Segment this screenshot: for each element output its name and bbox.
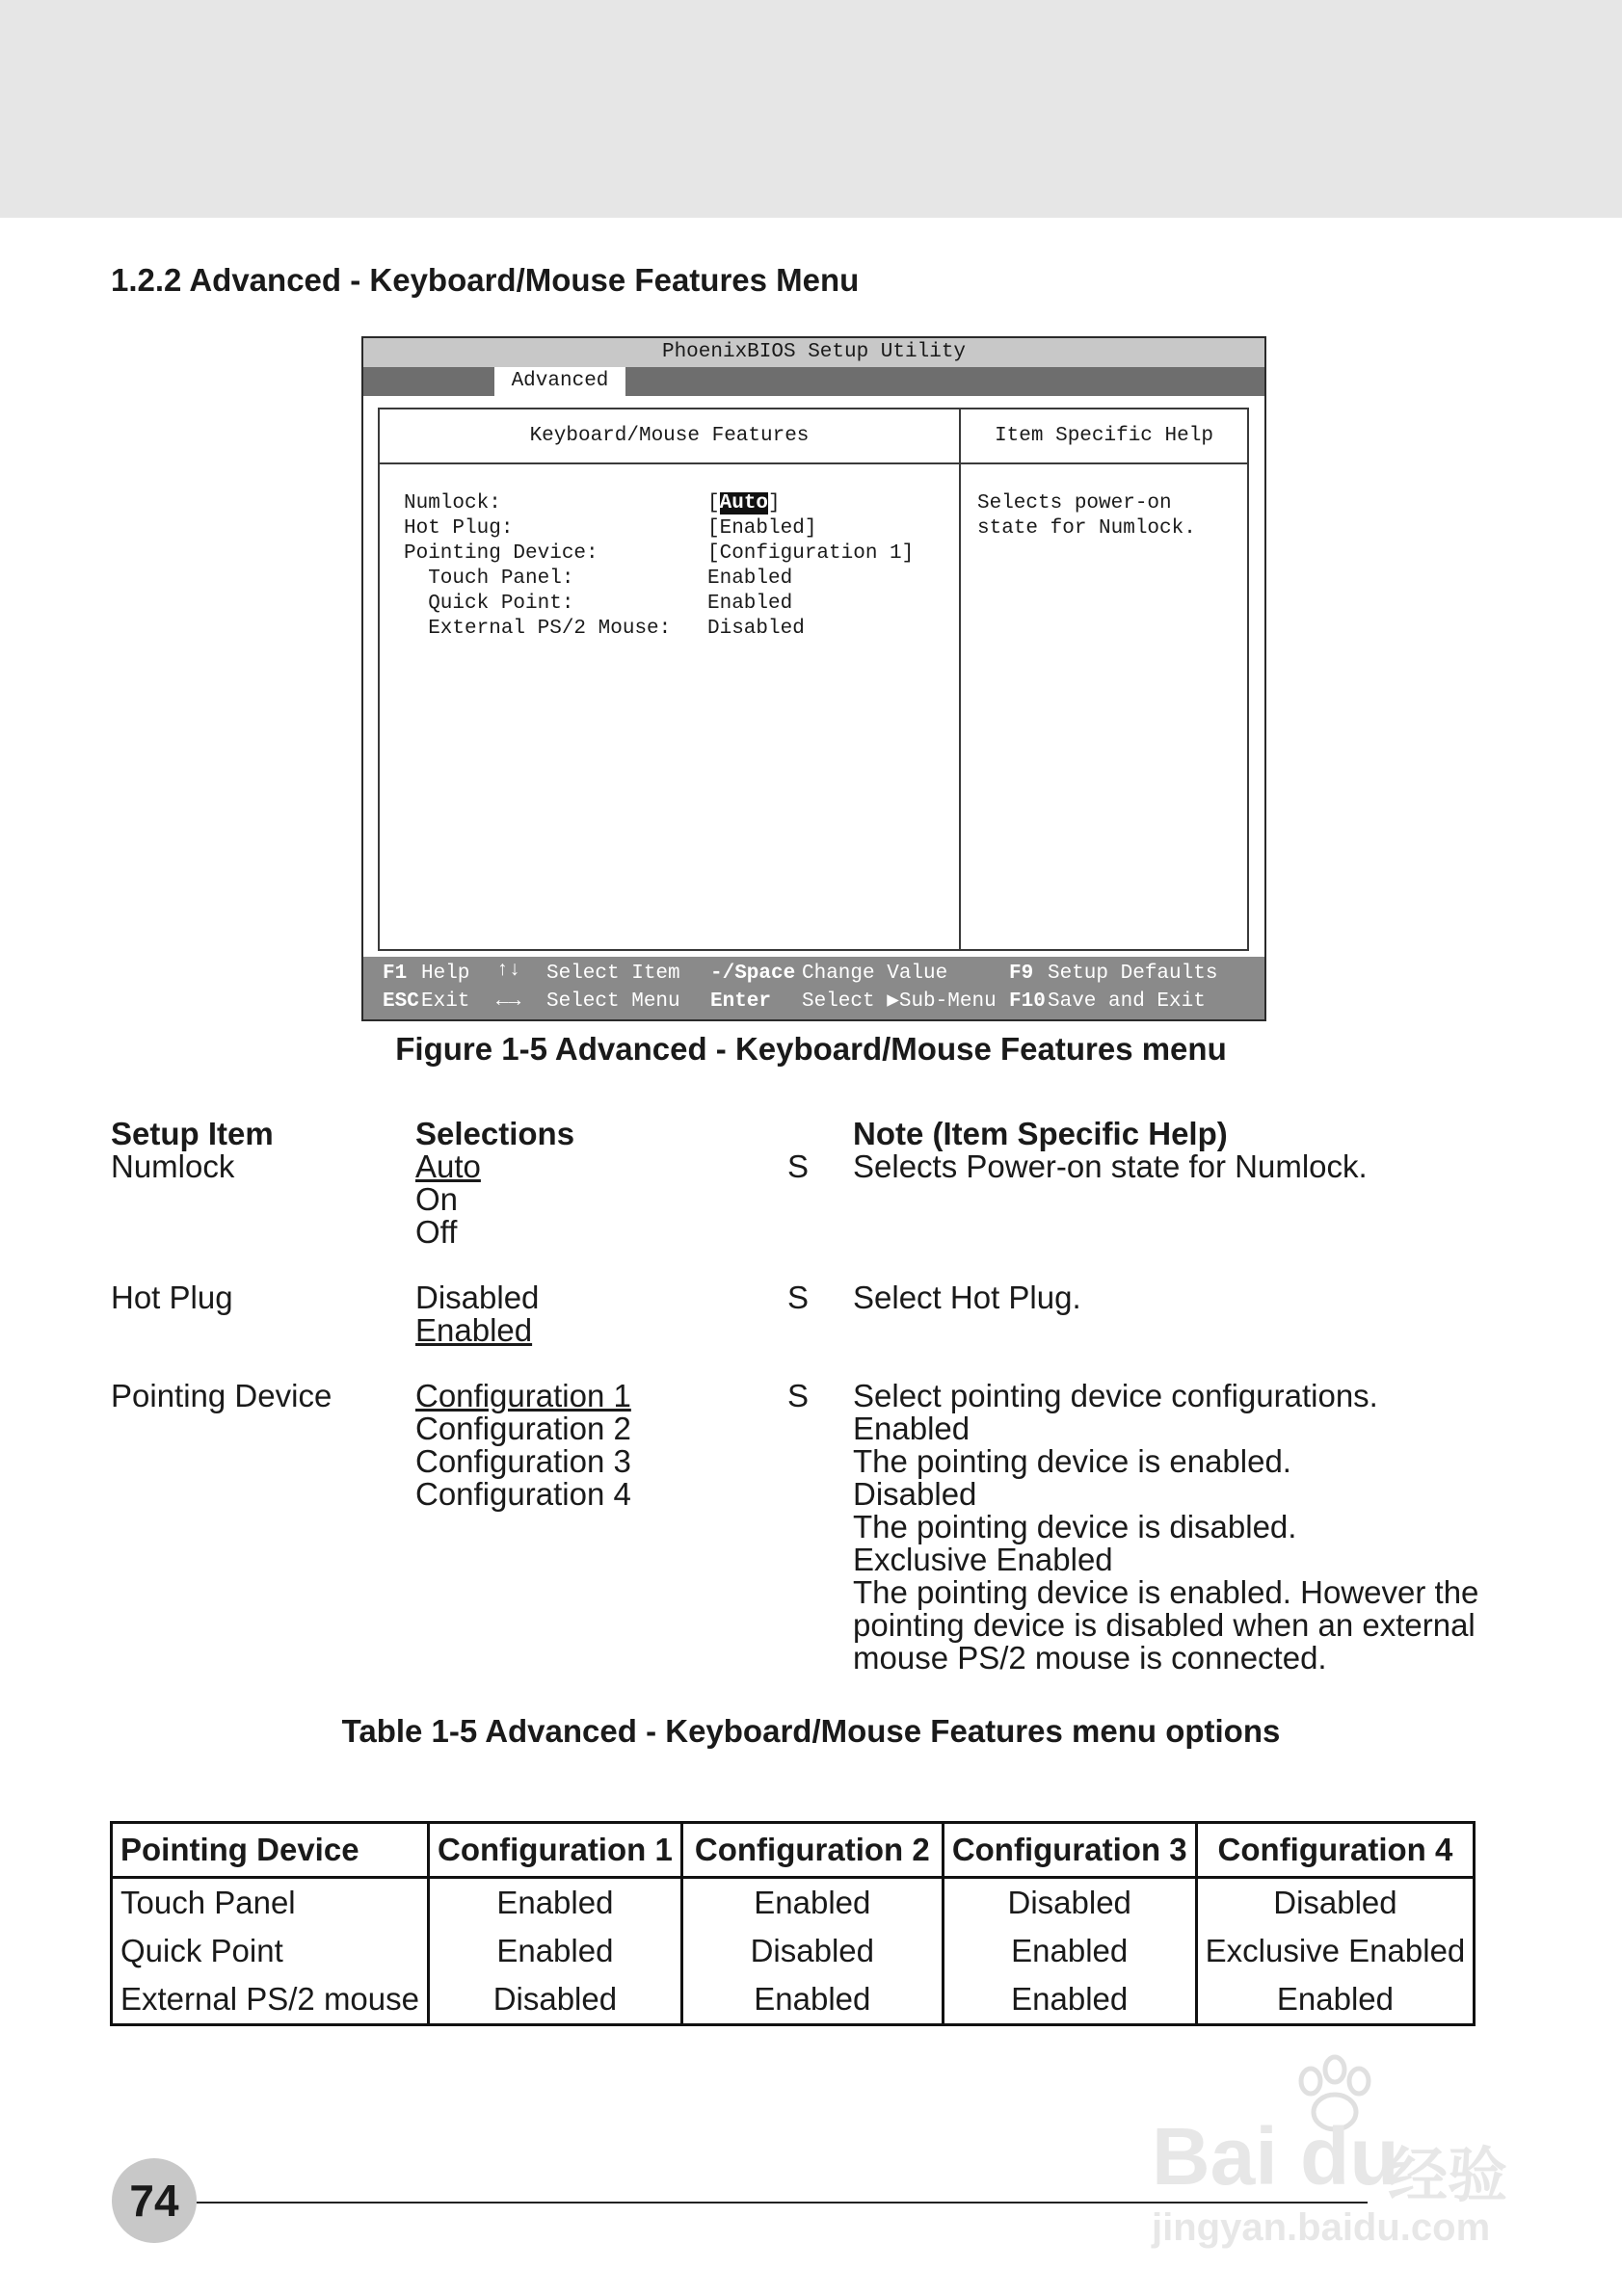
bios-item-label: Quick Point:: [404, 593, 574, 615]
key-select-menu-desc: Select Menu: [546, 990, 680, 1013]
bios-panel: [378, 408, 1249, 951]
bios-divider-horizontal: [380, 462, 1247, 464]
bios-item-value[interactable]: [Auto]: [707, 492, 781, 515]
key-enter: Enter: [710, 990, 772, 1013]
key-setup-defaults-desc: Setup Defaults: [1048, 963, 1218, 985]
note-line: The pointing device is enabled.: [853, 1443, 1291, 1479]
key-change-value-desc: Change Value: [802, 963, 948, 985]
flag-s: S: [787, 1378, 810, 1413]
bios-item-value[interactable]: [Enabled]: [707, 517, 817, 540]
key-f1-desc: Help: [421, 963, 470, 985]
note-line: Enabled: [853, 1411, 971, 1446]
note-line: The pointing device is enabled. However the: [853, 1574, 1479, 1610]
option-item-pointing-device: Pointing Device: [111, 1378, 332, 1413]
note-line: Exclusive Enabled: [853, 1542, 1113, 1577]
table-cell: Enabled: [429, 1927, 682, 1975]
selection-default: Enabled: [415, 1312, 533, 1348]
table-cell: Enabled: [943, 1927, 1196, 1975]
flag-s: S: [787, 1148, 810, 1184]
column-header: Configuration 1: [429, 1823, 682, 1878]
bios-item-value: Enabled: [707, 593, 793, 615]
table-cell: Disabled: [429, 1975, 682, 2025]
key-select-submenu-desc: Select ▶Sub-Menu: [802, 990, 997, 1013]
table-header-row: [112, 1823, 1475, 1878]
section-heading: 1.2.2 Advanced - Keyboard/Mouse Features Menu: [111, 262, 860, 298]
option-item-hot-plug: Hot Plug: [111, 1280, 233, 1315]
note-line: Select Hot Plug.: [853, 1280, 1081, 1315]
header-note: Note (Item Specific Help): [853, 1116, 1228, 1151]
table-cell: Enabled: [1196, 1975, 1475, 2025]
bios-item-hot-plug[interactable]: [404, 516, 944, 541]
bios-screenshot: [361, 336, 1266, 1021]
selection: Configuration 3: [415, 1443, 631, 1479]
table-cell: Quick Point: [112, 1927, 429, 1975]
bios-footer: [363, 957, 1264, 1019]
page-number: 74: [112, 2158, 197, 2243]
bios-item-label: External PS/2 Mouse:: [404, 618, 672, 640]
selection: On: [415, 1181, 459, 1217]
table-row: [112, 1975, 1475, 2025]
bios-item-label: Numlock:: [404, 492, 501, 515]
bios-help-line: Selects power-on: [977, 492, 1172, 515]
selection: Off: [415, 1214, 458, 1250]
note-line: Select pointing device configurations.: [853, 1378, 1378, 1413]
column-header: Configuration 2: [681, 1823, 943, 1878]
note-line: Disabled: [853, 1476, 977, 1512]
selection-default: Configuration 1: [415, 1378, 631, 1413]
table-cell: Disabled: [1196, 1878, 1475, 1928]
bios-help-line: state for Numlock.: [977, 517, 1196, 540]
table-cell: Disabled: [681, 1927, 943, 1975]
table-cell: Disabled: [943, 1878, 1196, 1928]
bios-title: PhoenixBIOS Setup Utility: [363, 338, 1264, 367]
config-table: [110, 1821, 1476, 2026]
table-row: [112, 1927, 1475, 1975]
selection-default: Auto: [415, 1148, 481, 1184]
key-f1: F1: [383, 963, 408, 985]
column-header: Pointing Device: [112, 1823, 429, 1878]
note-line: The pointing device is disabled.: [853, 1509, 1297, 1544]
bios-item-value: Enabled: [707, 567, 793, 590]
table-row: [112, 1878, 1475, 1928]
bios-item-label: Hot Plug:: [404, 517, 514, 540]
header-selections: Selections: [415, 1116, 575, 1151]
key-save-exit-desc: Save and Exit: [1048, 990, 1206, 1013]
baidu-watermark: [1152, 2052, 1528, 2249]
figure-caption: Figure 1-5 Advanced - Keyboard/Mouse Features menu: [395, 1031, 1227, 1067]
selection: Disabled: [415, 1280, 540, 1315]
selection: Configuration 2: [415, 1411, 631, 1446]
bios-item-touch-panel: [404, 567, 944, 592]
table-cell: Touch Panel: [112, 1878, 429, 1928]
bios-tab-advanced[interactable]: Advanced: [494, 367, 625, 396]
watermark-brand: Bai du: [1152, 2111, 1399, 2202]
bios-help-title: Item Specific Help: [995, 425, 1213, 447]
top-band: [0, 0, 1622, 218]
bios-menubar: [363, 367, 1264, 396]
bios-selected-value[interactable]: Auto: [719, 492, 769, 515]
up-down-arrows-icon: ↑↓: [496, 960, 521, 982]
bios-item-numlock[interactable]: [404, 491, 944, 516]
key-minus-space: -/Space: [710, 963, 796, 985]
bios-item-value: Disabled: [707, 618, 805, 640]
bios-item-external-mouse: [404, 617, 944, 642]
bios-item-quick-point: [404, 592, 944, 617]
bios-item-label: Touch Panel:: [404, 567, 574, 590]
key-f9: F9: [1009, 963, 1034, 985]
table-caption: Table 1-5 Advanced - Keyboard/Mouse Features menu options: [341, 1713, 1281, 1749]
table-cell: External PS/2 mouse: [112, 1975, 429, 2025]
left-right-arrows-icon: ←→: [496, 990, 521, 1013]
bios-divider-vertical: [959, 409, 961, 949]
column-header: Configuration 3: [943, 1823, 1196, 1878]
key-select-item-desc: Select Item: [546, 963, 680, 985]
bios-item-value[interactable]: [Configuration 1]: [707, 542, 915, 565]
key-esc: ESC: [383, 990, 419, 1013]
header-setup-item: Setup Item: [111, 1116, 274, 1151]
option-item-numlock: Numlock: [111, 1148, 235, 1184]
flag-s: S: [787, 1280, 810, 1315]
table-cell: Enabled: [681, 1878, 943, 1928]
bios-item-pointing-device[interactable]: [404, 541, 944, 567]
watermark-cn: 经验: [1388, 2143, 1508, 2209]
selection: Configuration 4: [415, 1476, 631, 1512]
bios-item-label: Pointing Device:: [404, 542, 598, 565]
note-line: pointing device is disabled when an external: [853, 1607, 1476, 1643]
note-line: mouse PS/2 mouse is connected.: [853, 1640, 1327, 1676]
table-cell: Enabled: [429, 1878, 682, 1928]
bios-panel-title: Keyboard/Mouse Features: [529, 425, 810, 447]
key-f10: F10: [1009, 990, 1046, 1013]
note-line: Selects Power-on state for Numlock.: [853, 1148, 1368, 1184]
table-cell: Enabled: [681, 1975, 943, 2025]
watermark-url: jingyan.baidu.com: [1152, 2206, 1491, 2249]
table-cell: Enabled: [943, 1975, 1196, 2025]
table-cell: Exclusive Enabled: [1196, 1927, 1475, 1975]
column-header: Configuration 4: [1196, 1823, 1475, 1878]
key-esc-desc: Exit: [421, 990, 470, 1013]
